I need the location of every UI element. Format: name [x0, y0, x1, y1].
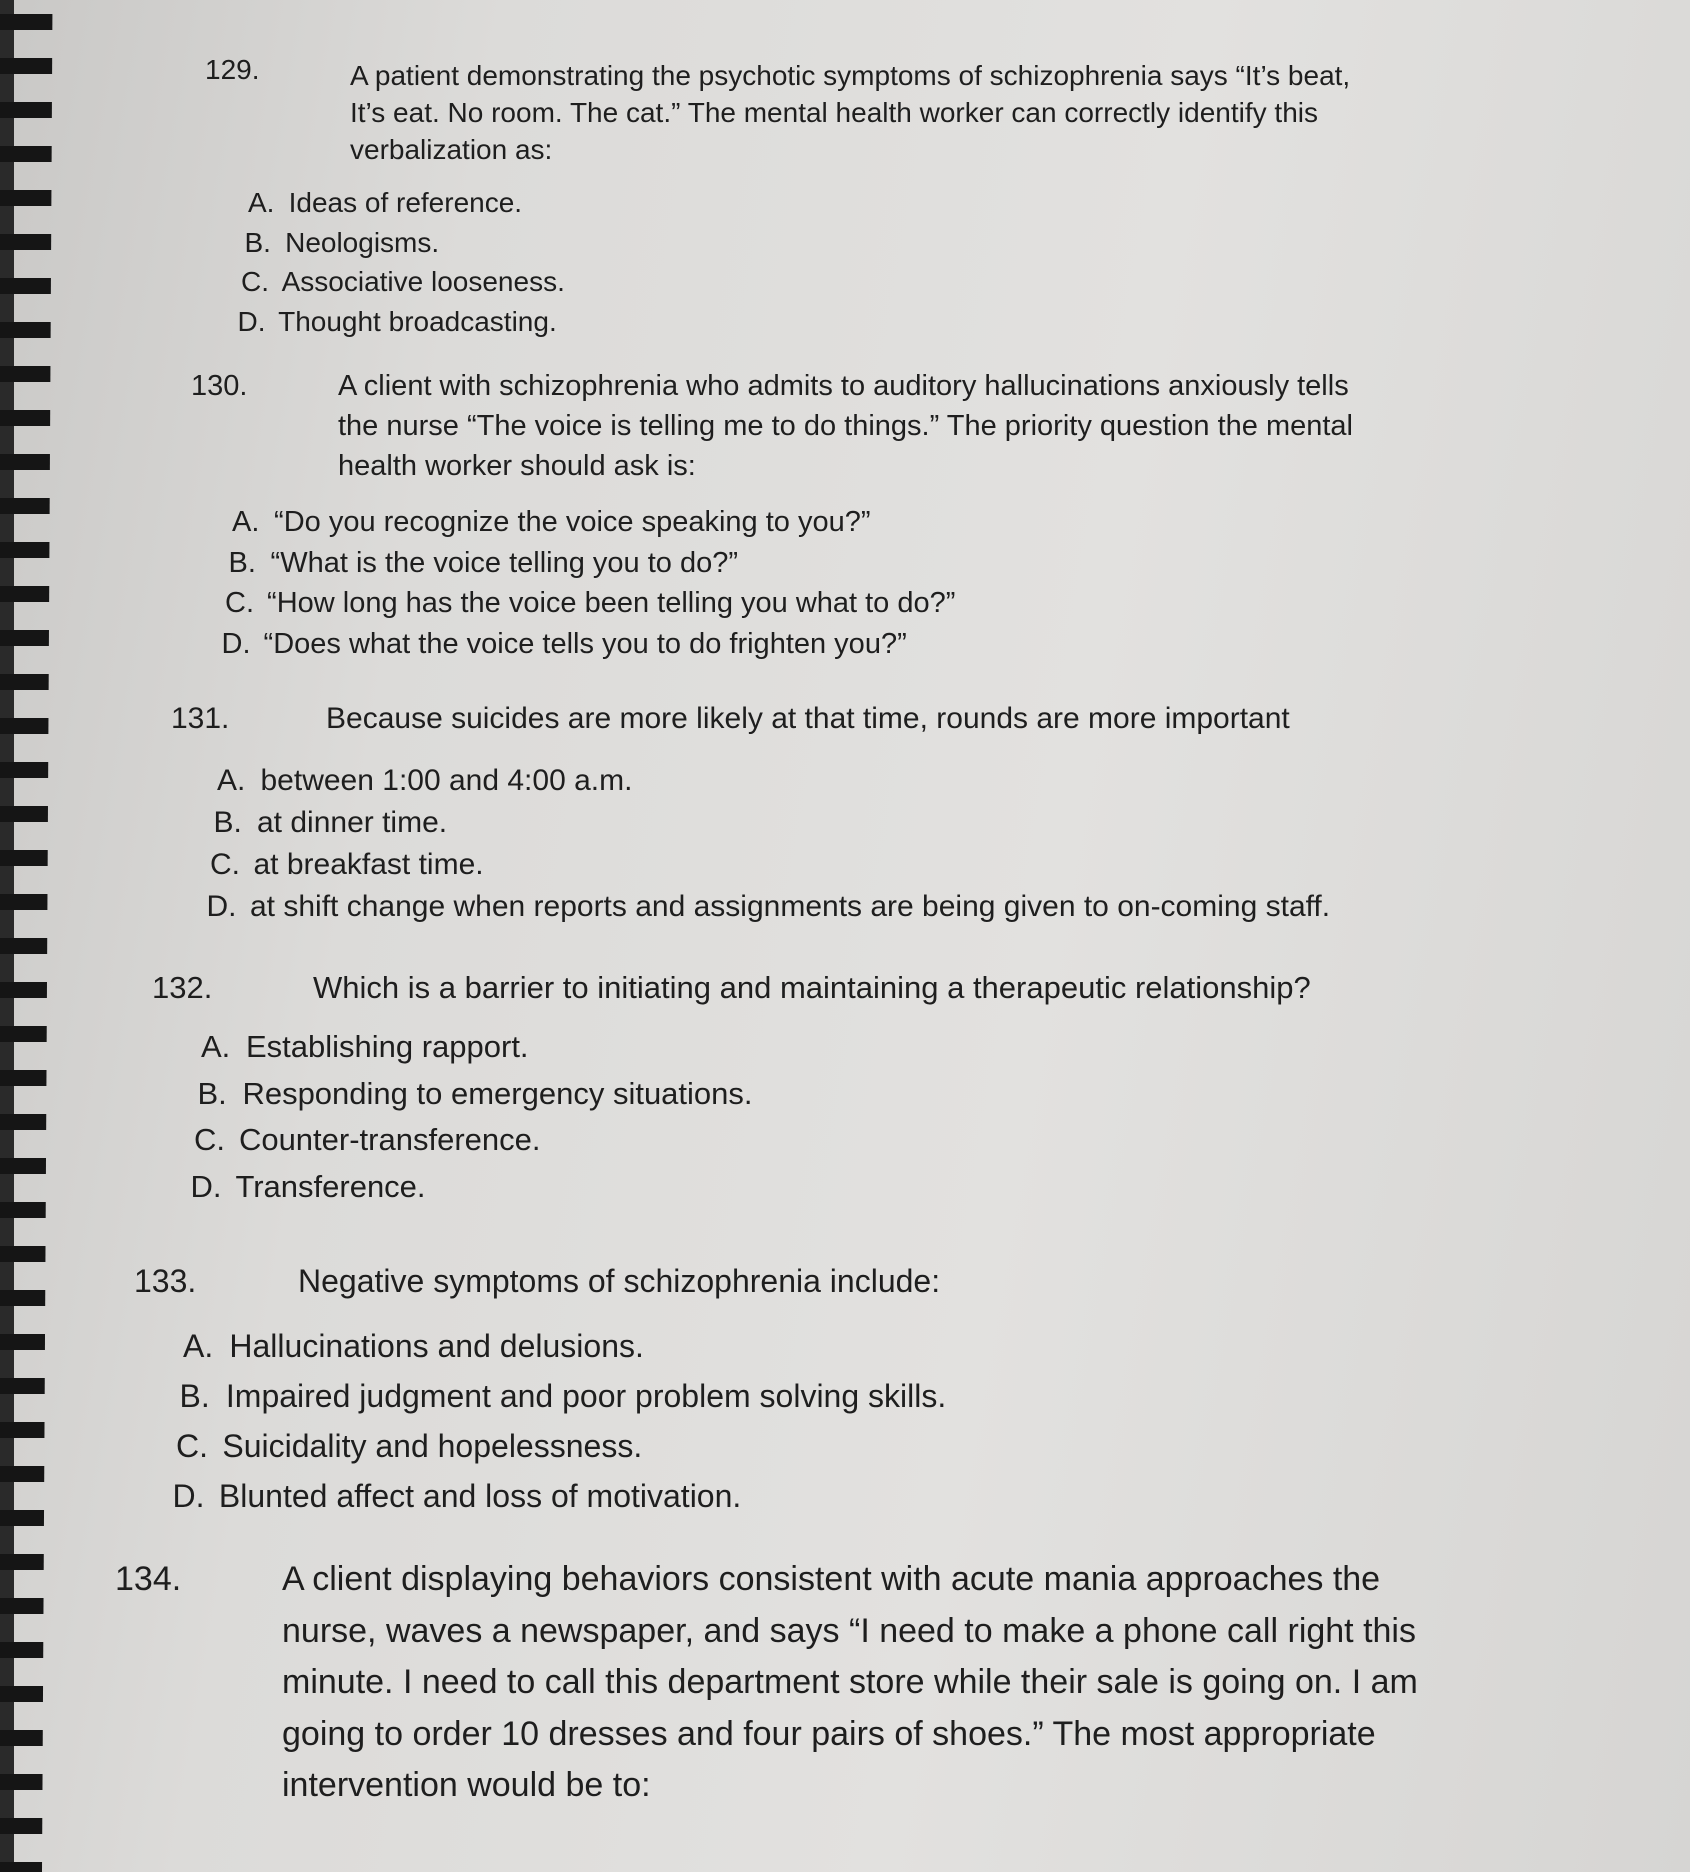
question-number: 133. — [134, 1263, 197, 1299]
question-stem-line: Which is a barrier to initiating and maintaining a therapeutic relationship? — [313, 970, 1311, 1005]
question-number: 134. — [115, 1560, 182, 1598]
option-text: at shift change when reports and assignments are being given to on-coming staff. — [250, 890, 1331, 923]
option-letter: B. — [179, 1378, 210, 1414]
question-stem-line: nurse, waves a newspaper, and says “I need to make a phone call right this — [282, 1611, 1416, 1650]
option-text: Transference. — [235, 1168, 426, 1204]
option-text: between 1:00 and 4:00 a.m. — [260, 764, 633, 797]
option-letter: D. — [206, 890, 237, 923]
option-text: Associative looseness. — [281, 266, 565, 297]
option-text: at dinner time. — [257, 806, 448, 839]
question-stem-line: It’s eat. No room. The cat.” The mental health worker can correctly identify this — [350, 97, 1318, 128]
option-text: “How long has the voice been telling you what to do?” — [267, 587, 956, 619]
option-text: Ideas of reference. — [288, 187, 523, 218]
option-letter: D. — [221, 627, 251, 660]
option-letter: C. — [241, 266, 269, 297]
option-letter: B. — [244, 226, 271, 258]
option-letter: D. — [190, 1168, 222, 1204]
question-stem-line: A client with schizophrenia who admits to auditory hallucinations anxiously tells — [338, 370, 1349, 402]
option-letter: A. — [232, 506, 260, 538]
option-text: at breakfast time. — [253, 848, 484, 881]
option-text: “Does what the voice tells you to do frighten you?” — [263, 627, 907, 660]
option-letter: A. — [217, 764, 246, 797]
option-text: Thought broadcasting. — [278, 305, 557, 337]
option-letter: B. — [228, 546, 256, 579]
option-letter: D. — [237, 305, 266, 337]
question-stem-line: Because suicides are more likely at that time, rounds are more important — [326, 702, 1290, 735]
option-text: Blunted affect and loss of motivation. — [218, 1478, 742, 1514]
option-text: Counter-transference. — [238, 1122, 541, 1157]
option-letter: C. — [194, 1122, 225, 1157]
option-letter: C. — [225, 587, 254, 619]
option-letter: B. — [213, 806, 242, 839]
option-text: Suicidality and hopelessness. — [222, 1428, 643, 1464]
option-letter: C. — [210, 848, 240, 881]
question-stem-line: Negative symptoms of schizophrenia include: — [298, 1263, 941, 1299]
spiral-binding — [0, 0, 70, 1872]
question-stem-line: verbalization as: — [350, 134, 553, 165]
question-stem-line: intervention would be to: — [282, 1766, 651, 1804]
option-text: “Do you recognize the voice speaking to you?” — [274, 506, 871, 538]
question-number: 129. — [205, 54, 260, 85]
option-letter: D. — [172, 1478, 205, 1514]
option-text: Neologisms. — [285, 226, 440, 258]
question-stem-line: A patient demonstrating the psychotic symptoms of schizophrenia says “It’s beat, — [350, 60, 1351, 91]
question-stem-line: health worker should ask is: — [338, 450, 696, 482]
question-number: 132. — [152, 970, 213, 1005]
question-stem-line: minute. I need to call this department store while their sale is going on. I am — [282, 1663, 1418, 1701]
question-number: 130. — [191, 370, 248, 402]
question-stem-line: A client displaying behaviors consistent with acute mania approaches the — [282, 1560, 1381, 1598]
question-stem-line: going to order 10 dresses and four pairs of shoes.” The most appropriate — [282, 1714, 1376, 1753]
option-letter: B. — [197, 1075, 227, 1111]
option-text: Hallucinations and delusions. — [229, 1328, 644, 1364]
question-stem-line: the nurse “The voice is telling me to do things.” The priority question the mental — [338, 410, 1353, 442]
option-text: “What is the voice telling you to do?” — [270, 546, 739, 579]
option-letter: A. — [201, 1029, 231, 1064]
option-text: Responding to emergency situations. — [242, 1075, 753, 1111]
option-text: Establishing rapport. — [245, 1029, 529, 1064]
option-text: Impaired judgment and poor problem solving skills. — [225, 1378, 947, 1414]
option-letter: A. — [183, 1328, 214, 1364]
option-letter: A. — [248, 187, 275, 218]
option-letter: C. — [176, 1428, 208, 1464]
question-number: 131. — [171, 702, 230, 735]
